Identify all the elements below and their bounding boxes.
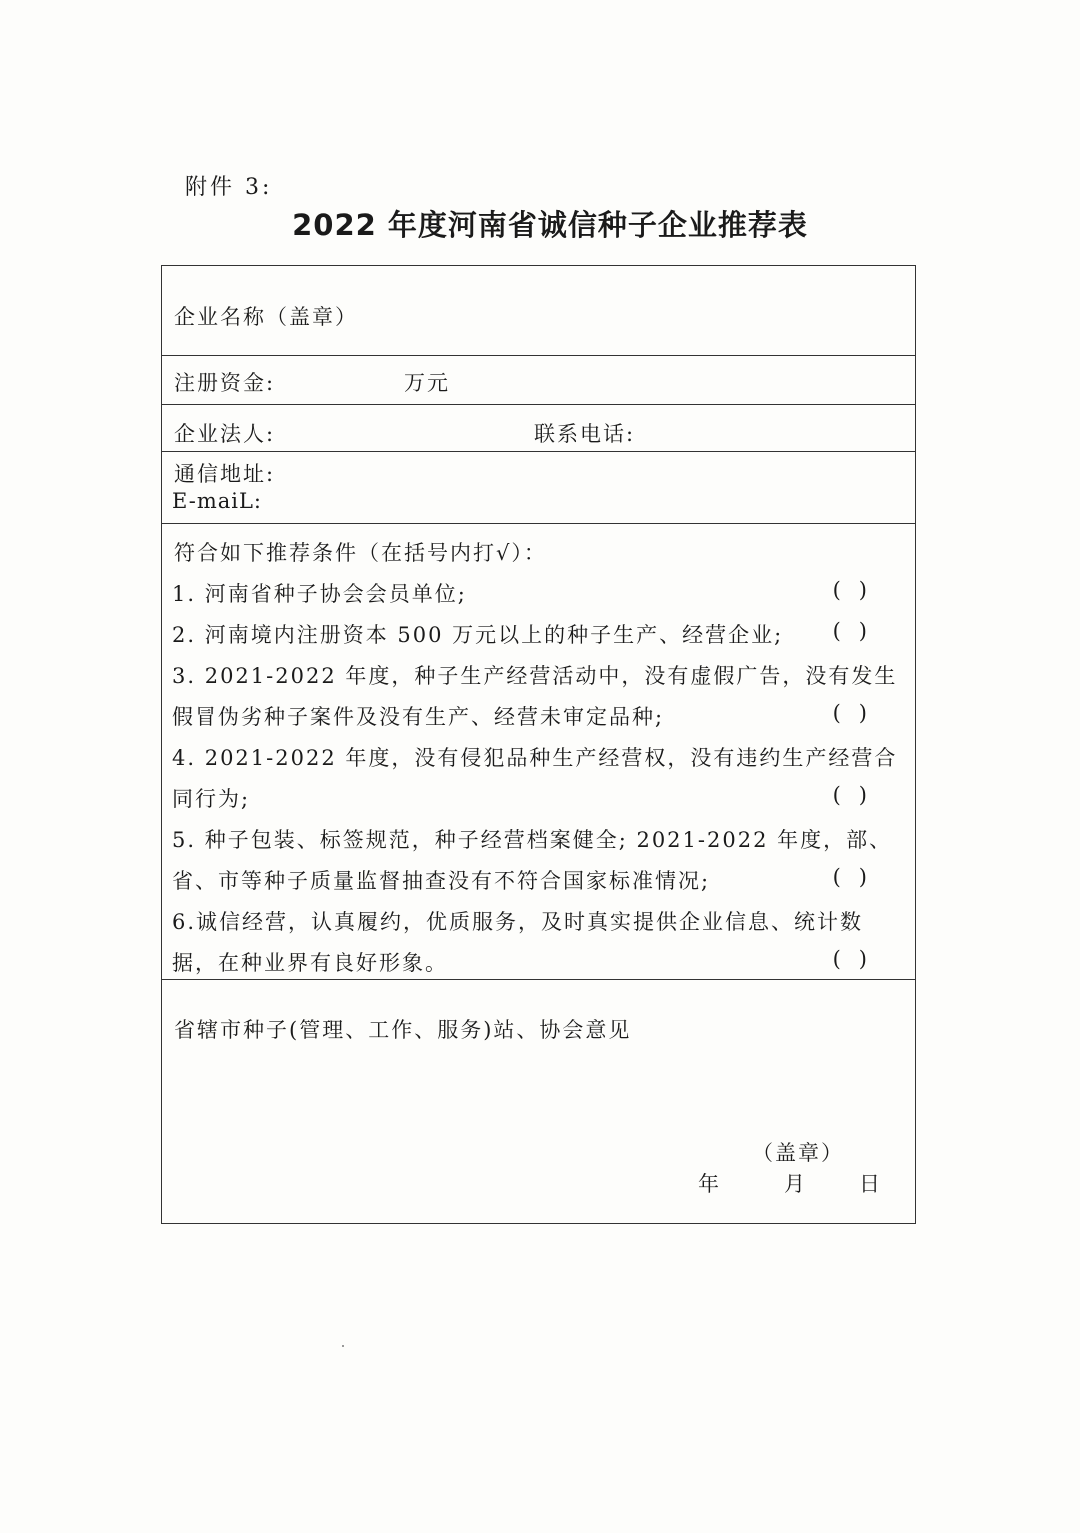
check-parens-1: () <box>832 578 885 602</box>
company-name-row <box>162 266 915 355</box>
condition-2: 2. 河南境内注册资本 500 万元以上的种子生产、经营企业; <box>172 623 784 647</box>
condition-3-line-2: 假冒伪劣种子案件及没有生产、经营未审定品种; <box>172 705 665 729</box>
page-title: 2022 年度河南省诚信种子企业推荐表 <box>292 208 808 242</box>
condition-1: 1. 河南省种子协会会员单位; <box>172 582 467 606</box>
opinion-row <box>162 979 915 1223</box>
year-label: 年 <box>698 1172 721 1196</box>
conditions-row <box>162 523 915 979</box>
phone-label: 联系电话: <box>534 422 636 446</box>
check-parens-2: () <box>832 619 885 643</box>
month-label: 月 <box>784 1172 807 1196</box>
legal-person-label: 企业法人: <box>174 422 276 446</box>
company-name-label: 企业名称（盖章） <box>174 305 358 329</box>
address-row <box>162 451 915 523</box>
condition-6-line-2: 据，在种业界有良好形象。 <box>172 951 448 975</box>
legal-person-row <box>162 404 915 451</box>
attachment-label: 附件 3: <box>185 175 273 200</box>
capital-label: 注册资金: <box>174 371 276 395</box>
day-label: 日 <box>859 1172 882 1196</box>
opinion-label: 省辖市种子(管理、工作、服务)站、协会意见 <box>174 1018 632 1042</box>
check-parens-6: () <box>832 947 885 971</box>
capital-row <box>162 355 915 404</box>
condition-4-line-1: 4. 2021-2022 年度，没有侵犯品种生产经营权，没有违约生产经营合 <box>172 746 898 770</box>
check-parens-4: () <box>832 783 885 807</box>
conditions-intro: 符合如下推荐条件（在括号内打√）： <box>174 541 547 565</box>
condition-6-line-1: 6.诚信经营，认真履约，优质服务，及时真实提供企业信息、统计数 <box>172 910 864 934</box>
check-parens-3: () <box>832 701 885 725</box>
email-label: E-maiL: <box>172 489 262 513</box>
condition-3-line-1: 3. 2021-2022 年度，种子生产经营活动中，没有虚假广告，没有发生 <box>172 664 898 688</box>
condition-5-line-2: 省、市等种子质量监督抽查没有不符合国家标准情况; <box>172 869 711 893</box>
address-label: 通信地址: <box>174 462 276 486</box>
condition-5-line-1: 5. 种子包装、标签规范，种子经营档案健全; 2021-2022 年度，部、 <box>172 828 893 852</box>
check-parens-5: () <box>832 865 885 889</box>
scan-speck <box>342 1345 344 1347</box>
seal-label: （盖章） <box>752 1141 844 1165</box>
recommendation-form <box>161 265 916 1224</box>
condition-4-line-2: 同行为; <box>172 787 251 811</box>
capital-unit: 万元 <box>404 371 450 395</box>
